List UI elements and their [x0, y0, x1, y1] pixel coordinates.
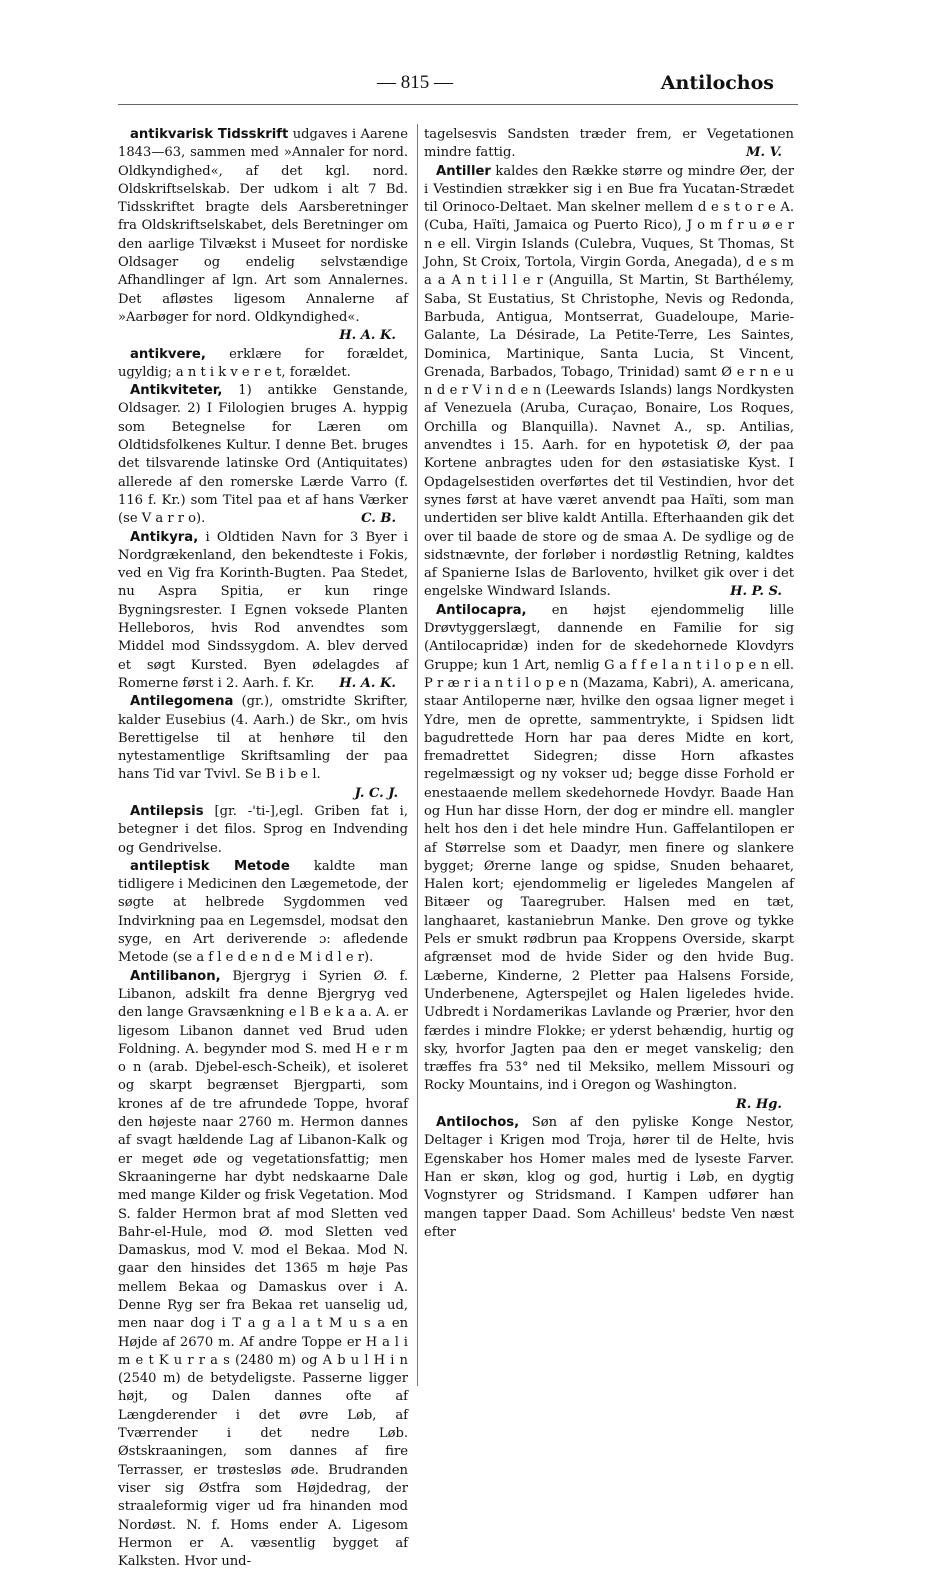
- entry-antilegomena: [118, 693, 408, 803]
- entry-text: en højst ejendommelig lille Drøvtyggerslægt, dannende en Familie for sig (Antilocapridæ) inden for de skedehornede Klovdyrs Gruppe; kun 1 Art, nemlig G a f f e l a n t i l o p e n ell. P r æ r i a n t i l o p e n (Mazama, Kabri), A. americana, staar Antiloperne nær, hvilke den ogsaa ligner meget i Ydre, men de oprette, sammentrykte, i Spidsen lidt bagudrettede Horn har paa deres Midte en kort, fremadrettet Sidegren; disse Horn afkastes regelmæssigt og ny vokser ud; begge disse Forhold er enestaaende mellem skedehornede Hovdyr. Baade Han og Hun har disse Horn, der dog er mindre ell. mangler helt hos den i det hele mindre Hun. Gaffelantilopen er af Størrelse som et Daadyr, men finere og slankere bygget; Ørerne lange og spidse, Snuden behaaret, Halen kort; ejendommelig er ligeledes Mangelen af Bitæer og Taaregruber. Halsen med en tæt, langhaaret, kastaniebrun Manke. Den grove og tykke Pels er smukt rødbrun paa Kroppens Overside, skarpt afgrænset mod de hvide Sider og den hvide Bug. Læberne, Kinderne, 2 Pletter paa Halsens Forside, Underbenene, Agterspejlet og Halen ligeledes hvide. Udbredt i Nordamerikas Lavlande og Prærier, hvor den færdes i mindre Flokke; er yderst behændig, hurtig og sky, hvorfor Jagten paa den er meget vanskelig; den træffes fra 53° ned til Meksiko, mellem Missouri og Rocky Mountains, ind i Oregon og Washington.: [424, 602, 794, 1094]
- column-divider: [417, 124, 418, 1386]
- headword: antikvere,: [130, 346, 206, 362]
- headword: Antilepsis: [130, 803, 204, 819]
- signature: H. P. S.: [730, 584, 782, 600]
- left-column: [118, 126, 408, 1571]
- entry-text: tagelsesvis Sandsten træder frem, er Vegetationen mindre fattig.: [424, 127, 794, 161]
- entry-antikvarisk-tidsskrift: [118, 126, 408, 344]
- entry-text: kaldte man tidligere i Medicinen den Lægemetode, der søgte at helbrede Sygdommen ved Indvirkning paa en Legemsdel, modsat den syge, en Art deriverende ɔ: afledende Metode (se a f l e d e n d e M i d l e r).: [118, 858, 408, 966]
- headword: Antikviteter,: [130, 383, 223, 399]
- entry-text: i Oldtiden Navn for 3 Byer i Nordgrækenland, den bekendteste i Fokis, ved en Vig fra Korinth-Bugten. Paa Stedet, nu Aspra Spitia, er kun ringe Bygningsrester. I Egnen voksede Planten Helleboros, hvis Rod anvendtes som Middel mod Sindssygdom. A. blev derved et søgt Kursted. Byen ødelagdes af Romerne først i 2. Aarh. f. Kr.: [118, 529, 408, 691]
- entry-text: [gr. -'ti-],egl. Griben fat i, betegner i det filos. Sprog en Indvending og Gendrivelse.: [118, 803, 408, 856]
- entry-antilocapra: [424, 602, 794, 1112]
- headword: Antikyra,: [130, 529, 199, 545]
- entry-text: (gr.), omstridte Skrifter, kalder Eusebius (4. Aarh.) de Skr., om hvis Berettigelse til at henhøre til den nytestamentlige Skriftsamling der paa hans Tid var Tvivl. Se B i b e l.: [118, 694, 408, 783]
- entry-text: udgaves i Aarene 1843—63, sammen med »Annaler for nord. Oldkyndighed«, af det kgl. nord. Oldskriftselskab. Der udkom i alt 7 Bd. Tidsskriftet bragte dels Aarsberetninger fra Oldskriftselskabet, dels Beretninger om den aarlige Tilvækst i Museet for nordiske Oldsager og endelig selvstændige Afhandlinger af lgn. Art som Annalernes. Det afløstes ligesom Annalerne af »Aarbøger for nord. Oldkyndighed«.: [118, 127, 408, 325]
- entry-text: erklære for forældet, ugyldig; a n t i k v e r e t, forældet.: [118, 346, 408, 380]
- signature: H. A. K.: [339, 675, 396, 691]
- headword: Antilibanon,: [130, 968, 221, 984]
- entry-text: Søn af den pyliske Konge Nestor, Deltager i Krigen mod Troja, hører til de Helte, hvis Egenskaber hos Homer males med de lyseste Farver. Han er skøn, klog og god, hurtig i Løb, en dygtig Vognstyrer og Stridsmand. I Kampen udfører han mangen tapper Daad. Som Achilleus' bedste Ven næst efter: [424, 1115, 794, 1240]
- entry-antikvere: [118, 346, 408, 383]
- entry-antikyra: [118, 529, 408, 694]
- signature: C. B.: [361, 511, 396, 527]
- headword: antikvarisk Tidsskrift: [130, 127, 289, 142]
- right-column: [424, 126, 794, 1242]
- signature: R. Hg.: [735, 1096, 782, 1112]
- entry-text: kaldes den Række større og mindre Øer, der i Vestindien strækker sig i en Bue fra Yucatan-Strædet til Orinoco-Deltaet. Man skelner mellem d e s t o r e A. (Cuba, Haïti, Jamaica og Puerto Rico), J o m f r u ø e r n e ell. Virgin Islands (Culebra, Vuques, St Thomas, St John, St Croix, Tortola, Virgin Gorda, Anegada), d e s m a a A n t i l l e r (Anguilla, St Martin, St Barthélemy, Saba, St Eustatius, St Christophe, Nevis og Redonda, Barbuda, Antigua, Montserrat, Guadeloupe, Marie-Galante, La Désirade, La Petite-Terre, Les Saintes, Dominica, Martinique, Santa Lucia, St Vincent, Grenada, Barbados, Tobago, Trinidad) samt Ø e r n e u n d e r V i n d e n (Leewards Islands) langs Nordkysten af Venezuela (Aruba, Curaçao, Bonaire, Los Roques, Orchilla og Blanquilla). Navnet A., sp. Antilias, anvendtes i 15. Aarh. for en hypotetisk Ø, der paa Kortene anbragtes uden for den østasiatiske Kyst. I Opdagelsestiden overførtes det til Vestindien, hvor det synes først at have været anvendt paa Haïti, som man undertiden ser blive kaldt Antilla. Efterhaanden gik det over til baade de store og de smaa A. De sydlige og de sidstnævnte, der forløber i nordøstlig Retning, kaldtes af Spanierne Islas de Barlovento, hvilket gik over i det engelske Windward Islands.: [424, 163, 794, 600]
- entry-antilochos: [424, 1114, 794, 1242]
- entry-antileptisk-metode: [118, 858, 408, 968]
- headword: Antiller: [436, 163, 491, 179]
- page-number: — 815 —: [377, 72, 453, 93]
- running-head: Antilochos: [660, 72, 774, 94]
- entry-antikviteter: [118, 382, 408, 528]
- entry-antilibanon-continued: [424, 126, 794, 163]
- header-rule: [118, 104, 798, 105]
- entry-antilibanon: [118, 968, 408, 1571]
- headword: Antilocapra,: [436, 602, 527, 618]
- page-header: [0, 72, 928, 102]
- entry-antilepsis: [118, 803, 408, 858]
- signature: H. A. K.: [339, 328, 396, 344]
- headword: Antilegomena: [130, 694, 234, 710]
- signature: M. V.: [745, 145, 782, 161]
- entry-antiller: [424, 163, 794, 602]
- signature: J. C. J.: [354, 785, 398, 801]
- headword: Antilochos,: [436, 1115, 520, 1131]
- entry-text: 1) antikke Genstande, Oldsager. 2) I Filologien bruges A. hyppig som Betegnelse for Læren om Oldtidsfolkenes Kultur. I denne Bet. bruges det tilsvarende latinske Ord (Antiquitates) allerede af den romerske Lærde Varro (f. 116 f. Kr.) som Titel paa et af hans Værker (se V a r r o).: [118, 383, 408, 527]
- headword: antileptisk Metode: [130, 858, 290, 874]
- entry-text: Bjergryg i Syrien Ø. f. Libanon, adskilt fra denne Bjergryg ved den lange Gravsænkning e l B e k a a. A. er ligesom Libanon dannet ved Brud uden Foldning. A. begynder mod S. med H e r m o n (arab. Djebel-esch-Scheik), et isoleret og skarpt begrænset Bjergparti, som krones af de tre afrundede Toppe, hvoraf den højeste naar 2760 m. Hermon dannes af svagt hældende Lag af Libanon-Kalk og er meget øde og vegetationsfattig; men Skraaningerne har dybt nedskaarne Dale med mange Kilder og frisk Vegetation. Mod S. falder Hermon brat af mod Sletten ved Bahr-el-Hule, mod Ø. mod Sletten ved Damaskus, mod V. mod el Bekaa. Mod N. gaar den hinsides det 1365 m høje Pas mellem Bekaa og Damaskus over i A. Denne Ryg ser fra Bekaa ret uanselig ud, men naar dog i T a g a l a t M u s a en Højde af 2670 m. Af andre Toppe er H a l i m e t K u r r a s (2480 m) og A b u l H i n (2540 m) de betydeligste. Passerne ligger højt, og Dalen dannes ofte af Længderender i det øvre Løb, af Tværrender i det nedre Løb. Østskraaningen, som dannes af fire Terrasser, er trøstesløs øde. Brudranden viser sig Østfra som Højdedrag, der straaleformig viger ud fra hinanden mod Nordøst. N. f. Homs ender A. Ligesom Hermon er A. væsentlig bygget af Kalksten. Hvor und-: [118, 968, 408, 1570]
